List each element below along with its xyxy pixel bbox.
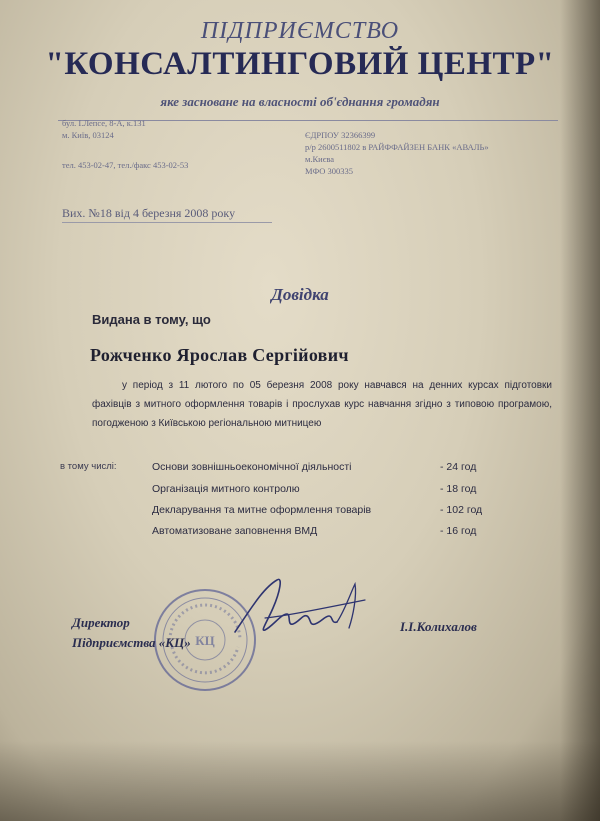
course-name: Автоматизоване заповнення ВМД xyxy=(152,525,318,537)
letterhead-phone: тел. 453-02-47, тел./факс 453-02-53 xyxy=(62,160,189,170)
reference-number: Вих. №18 від 4 березня 2008 року xyxy=(62,206,236,220)
course-name: Основи зовнішньоекономічної діяльності xyxy=(152,461,352,473)
body-paragraph: у період з 11 лютого по 05 березня 2008 року навчався на денних курсах підготовки фахівців з митного оформлення товарів і прослухав курс навчання згідно з типовою програмою, погодженою з Київською регіональною митницею xyxy=(92,380,552,429)
svg-text:КЦ: КЦ xyxy=(195,633,215,648)
course-hours: - 24 год xyxy=(440,461,477,473)
letterhead-address-line2: м. Київ, 03124 xyxy=(62,130,114,140)
photo-shadow-right xyxy=(560,0,600,821)
course-hours: - 18 год xyxy=(440,483,477,495)
reference-underline xyxy=(62,222,272,223)
signatory-position: Директор Підприємства «КЦ» xyxy=(72,615,191,650)
document-title: Довідка xyxy=(271,285,329,304)
course-hours: - 16 год xyxy=(440,525,477,537)
letterhead-city: м.Києва xyxy=(305,154,335,164)
letterhead-org-type: ПІДПРИЄМСТВО xyxy=(200,18,400,44)
issued-line: Видана в тому, що xyxy=(92,312,211,327)
course-name: Організація митного контролю xyxy=(152,483,300,495)
signatory-name: І.І.Колихалов xyxy=(400,619,477,634)
letterhead-org-name: "КОНСАЛТИНГОВИЙ ЦЕНТР" xyxy=(45,46,555,82)
letterhead-mfo: МФО 300335 xyxy=(305,166,354,176)
letterhead-address-line1: бул. І.Лепсе, 8-А, к.131 xyxy=(62,118,146,128)
course-hours: - 102 год xyxy=(440,504,483,516)
person-name: Рожченко Ярослав Сергійович xyxy=(90,345,349,365)
photo-shadow-bottom xyxy=(0,741,600,821)
course-name: Декларування та митне оформлення товарів xyxy=(152,504,372,516)
handwritten-signature xyxy=(225,570,375,650)
letterhead-subtitle: яке засноване на власності об'єднання громадян xyxy=(160,94,440,109)
letterhead-edrpou: ЄДРПОУ 32366399 xyxy=(305,130,376,140)
letterhead-account: р/р 2600511802 в РАЙФФАЙЗЕН БАНК «АВАЛЬ» xyxy=(305,142,489,152)
including-label: в тому числі: xyxy=(60,461,117,472)
